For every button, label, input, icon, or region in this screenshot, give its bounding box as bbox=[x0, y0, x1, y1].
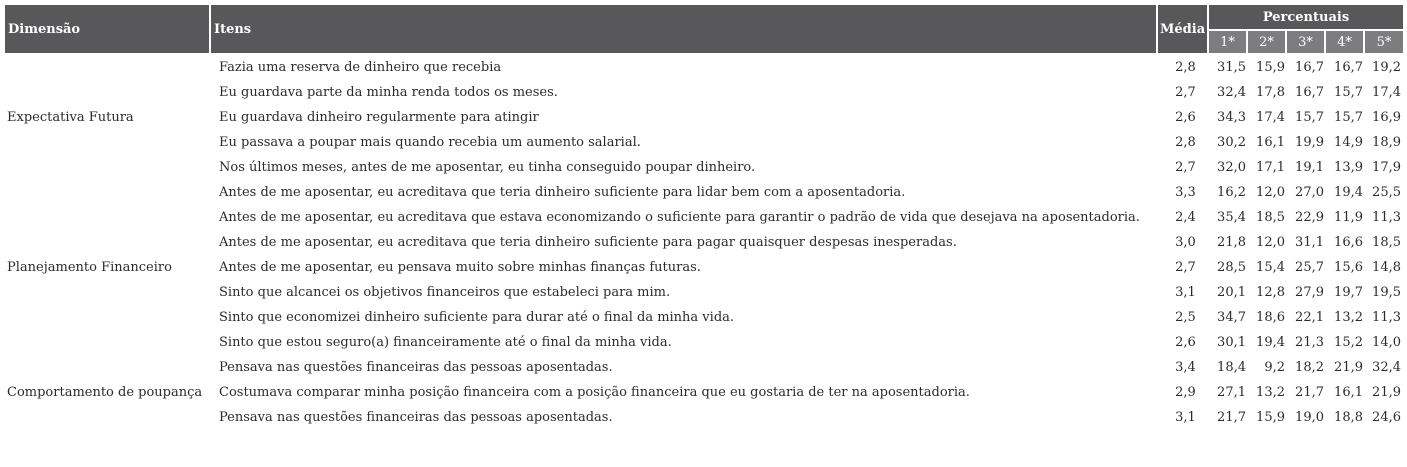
pct-cell-4: 13,2 bbox=[1334, 310, 1363, 325]
pct-cell-2: 12,0 bbox=[1256, 235, 1285, 250]
pct-cell-1: 28,5 bbox=[1217, 260, 1246, 275]
item-cell: Pensava nas questões financeiras das pessoas aposentadas. bbox=[219, 410, 613, 425]
header-percentuais: Percentuais bbox=[1209, 5, 1403, 31]
dimension-cell bbox=[5, 280, 211, 305]
pct-cell-4: 21,9 bbox=[1334, 360, 1363, 375]
pct-cell-5: 17,4 bbox=[1372, 85, 1401, 100]
pct-cell-5: 24,6 bbox=[1372, 410, 1401, 425]
pct-cell-3: 21,3 bbox=[1295, 335, 1324, 350]
pct-cell-1: 35,4 bbox=[1217, 210, 1246, 225]
media-cell: 2,7 bbox=[1175, 160, 1196, 175]
dimension-cell bbox=[5, 205, 211, 230]
media-cell: 2,6 bbox=[1175, 110, 1196, 125]
header-pct-2: 2* bbox=[1248, 31, 1287, 53]
pct-cell-2: 15,4 bbox=[1256, 260, 1285, 275]
pct-cell-2: 17,4 bbox=[1256, 110, 1285, 125]
item-cell: Eu guardava parte da minha renda todos os meses. bbox=[219, 85, 558, 100]
pct-cell-1: 34,7 bbox=[1217, 310, 1246, 325]
pct-cell-2: 19,4 bbox=[1256, 335, 1285, 350]
pct-cell-3: 25,7 bbox=[1295, 260, 1324, 275]
pct-cell-2: 17,1 bbox=[1256, 160, 1285, 175]
pct-cell-4: 19,7 bbox=[1334, 285, 1363, 300]
media-cell: 3,1 bbox=[1175, 410, 1196, 425]
pct-cell-4: 15,7 bbox=[1334, 85, 1363, 100]
pct-cell-5: 11,3 bbox=[1372, 310, 1401, 325]
header-media: Média bbox=[1158, 5, 1209, 53]
table-row bbox=[5, 205, 1403, 230]
dimension-cell bbox=[5, 230, 211, 255]
dimension-cell: Planejamento Financeiro bbox=[7, 260, 172, 275]
dimension-cell bbox=[5, 355, 211, 380]
table-row bbox=[5, 155, 1403, 180]
media-cell: 2,5 bbox=[1175, 310, 1196, 325]
pct-cell-1: 34,3 bbox=[1217, 110, 1246, 125]
table-row bbox=[5, 280, 1403, 305]
item-cell: Costumava comparar minha posição financeira com a posição financeira que eu gostaria de ter na aposentadoria. bbox=[219, 385, 970, 400]
header-pct-3: 3* bbox=[1287, 31, 1326, 53]
pct-cell-1: 30,1 bbox=[1217, 335, 1246, 350]
pct-cell-3: 19,0 bbox=[1295, 410, 1324, 425]
pct-cell-5: 16,9 bbox=[1372, 110, 1401, 125]
pct-cell-2: 12,0 bbox=[1256, 185, 1285, 200]
pct-cell-4: 11,9 bbox=[1334, 210, 1363, 225]
table-row bbox=[5, 405, 1403, 430]
media-cell: 3,0 bbox=[1175, 235, 1196, 250]
dimension-cell: Comportamento de poupança bbox=[7, 385, 203, 400]
item-cell: Antes de me aposentar, eu acreditava que teria dinheiro suficiente para pagar quaisquer despesas inesperadas. bbox=[219, 235, 957, 250]
pct-cell-2: 9,2 bbox=[1264, 360, 1285, 375]
pct-cell-2: 15,9 bbox=[1256, 60, 1285, 75]
pct-cell-4: 15,6 bbox=[1334, 260, 1363, 275]
table-row bbox=[5, 305, 1403, 330]
media-cell: 2,8 bbox=[1175, 135, 1196, 150]
table-row bbox=[5, 330, 1403, 355]
pct-cell-1: 16,2 bbox=[1217, 185, 1246, 200]
pct-cell-1: 31,5 bbox=[1217, 60, 1246, 75]
table-header bbox=[5, 5, 1403, 53]
pct-cell-5: 25,5 bbox=[1372, 185, 1401, 200]
table-row bbox=[5, 105, 1403, 130]
dimension-cell bbox=[5, 130, 211, 155]
pct-cell-3: 15,7 bbox=[1295, 110, 1324, 125]
header-pct-4: 4* bbox=[1326, 31, 1365, 53]
pct-cell-4: 16,1 bbox=[1334, 385, 1363, 400]
item-cell: Antes de me aposentar, eu pensava muito sobre minhas finanças futuras. bbox=[219, 260, 701, 275]
pct-cell-3: 27,0 bbox=[1295, 185, 1324, 200]
pct-cell-5: 11,3 bbox=[1372, 210, 1401, 225]
dimension-cell bbox=[5, 180, 211, 205]
media-cell: 2,4 bbox=[1175, 210, 1196, 225]
media-cell: 2,9 bbox=[1175, 385, 1196, 400]
pct-cell-4: 16,7 bbox=[1334, 60, 1363, 75]
pct-cell-3: 21,7 bbox=[1295, 385, 1324, 400]
pct-cell-4: 14,9 bbox=[1334, 135, 1363, 150]
item-cell: Eu passava a poupar mais quando recebia um aumento salarial. bbox=[219, 135, 641, 150]
item-cell: Antes de me aposentar, eu acreditava que teria dinheiro suficiente para lidar bem com a aposentadoria. bbox=[219, 185, 906, 200]
table-row bbox=[5, 180, 1403, 205]
pct-cell-4: 15,2 bbox=[1334, 335, 1363, 350]
pct-cell-5: 17,9 bbox=[1372, 160, 1401, 175]
pct-cell-1: 21,7 bbox=[1217, 410, 1246, 425]
pct-cell-1: 30,2 bbox=[1217, 135, 1246, 150]
dimension-cell bbox=[5, 155, 211, 180]
pct-cell-1: 27,1 bbox=[1217, 385, 1246, 400]
item-cell: Nos últimos meses, antes de me aposentar, eu tinha conseguido poupar dinheiro. bbox=[219, 160, 756, 175]
dimension-cell bbox=[5, 405, 211, 430]
dimension-cell bbox=[5, 53, 211, 80]
table-row bbox=[5, 380, 1403, 405]
pct-cell-5: 21,9 bbox=[1372, 385, 1401, 400]
pct-cell-5: 18,5 bbox=[1372, 235, 1401, 250]
pct-cell-3: 27,9 bbox=[1295, 285, 1324, 300]
pct-cell-2: 18,5 bbox=[1256, 210, 1285, 225]
header-pct-5: 5* bbox=[1365, 31, 1403, 53]
item-cell: Fazia uma reserva de dinheiro que recebia bbox=[219, 60, 502, 75]
table-row bbox=[5, 230, 1403, 255]
pct-cell-3: 19,1 bbox=[1295, 160, 1324, 175]
table-row bbox=[5, 255, 1403, 280]
pct-cell-5: 32,4 bbox=[1372, 360, 1401, 375]
pct-cell-3: 16,7 bbox=[1295, 85, 1324, 100]
pct-cell-2: 17,8 bbox=[1256, 85, 1285, 100]
header-pct-1: 1* bbox=[1209, 31, 1248, 53]
pct-cell-5: 14,8 bbox=[1372, 260, 1401, 275]
media-cell: 2,7 bbox=[1175, 260, 1196, 275]
media-cell: 3,1 bbox=[1175, 285, 1196, 300]
pct-cell-3: 16,7 bbox=[1295, 60, 1324, 75]
pct-cell-5: 19,5 bbox=[1372, 285, 1401, 300]
pct-cell-4: 19,4 bbox=[1334, 185, 1363, 200]
dimension-cell bbox=[5, 330, 211, 355]
pct-cell-2: 18,6 bbox=[1256, 310, 1285, 325]
pct-cell-3: 18,2 bbox=[1295, 360, 1324, 375]
pct-cell-4: 15,7 bbox=[1334, 110, 1363, 125]
item-cell: Pensava nas questões financeiras das pessoas aposentadas. bbox=[219, 360, 613, 375]
table-row bbox=[5, 130, 1403, 155]
item-cell: Sinto que economizei dinheiro suficiente para durar até o final da minha vida. bbox=[219, 310, 735, 325]
pct-cell-5: 19,2 bbox=[1372, 60, 1401, 75]
pct-cell-2: 13,2 bbox=[1256, 385, 1285, 400]
pct-cell-1: 18,4 bbox=[1217, 360, 1246, 375]
header-dimensao: Dimensão bbox=[5, 5, 211, 53]
results-table bbox=[5, 5, 1403, 430]
header-itens: Itens bbox=[211, 5, 1158, 53]
pct-cell-4: 13,9 bbox=[1334, 160, 1363, 175]
item-cell: Sinto que estou seguro(a) financeiramente até o final da minha vida. bbox=[219, 335, 672, 350]
pct-cell-2: 15,9 bbox=[1256, 410, 1285, 425]
pct-cell-4: 16,6 bbox=[1334, 235, 1363, 250]
pct-cell-1: 21,8 bbox=[1217, 235, 1246, 250]
table-body bbox=[5, 53, 1403, 430]
pct-cell-4: 18,8 bbox=[1334, 410, 1363, 425]
media-cell: 2,6 bbox=[1175, 335, 1196, 350]
media-cell: 2,7 bbox=[1175, 85, 1196, 100]
pct-cell-3: 19,9 bbox=[1295, 135, 1324, 150]
pct-cell-3: 31,1 bbox=[1295, 235, 1324, 250]
dimension-cell: Expectativa Futura bbox=[7, 110, 134, 125]
pct-cell-2: 12,8 bbox=[1256, 285, 1285, 300]
media-cell: 2,8 bbox=[1175, 60, 1196, 75]
pct-cell-1: 32,0 bbox=[1217, 160, 1246, 175]
pct-cell-1: 32,4 bbox=[1217, 85, 1246, 100]
pct-cell-3: 22,9 bbox=[1295, 210, 1324, 225]
pct-cell-5: 14,0 bbox=[1372, 335, 1401, 350]
item-cell: Sinto que alcancei os objetivos financeiros que estabeleci para mim. bbox=[219, 285, 671, 300]
dimension-cell bbox=[5, 305, 211, 330]
table-row bbox=[5, 355, 1403, 380]
pct-cell-1: 20,1 bbox=[1217, 285, 1246, 300]
item-cell: Eu guardava dinheiro regularmente para atingir bbox=[219, 110, 539, 125]
media-cell: 3,4 bbox=[1175, 360, 1196, 375]
item-cell: Antes de me aposentar, eu acreditava que estava economizando o suficiente para garantir o padrão de vida que desejava na aposentadoria. bbox=[219, 210, 1140, 225]
dimension-cell bbox=[5, 80, 211, 105]
pct-cell-2: 16,1 bbox=[1256, 135, 1285, 150]
table-row bbox=[5, 80, 1403, 105]
table-row bbox=[5, 53, 1403, 80]
media-cell: 3,3 bbox=[1175, 185, 1196, 200]
pct-cell-3: 22,1 bbox=[1295, 310, 1324, 325]
pct-cell-5: 18,9 bbox=[1372, 135, 1401, 150]
